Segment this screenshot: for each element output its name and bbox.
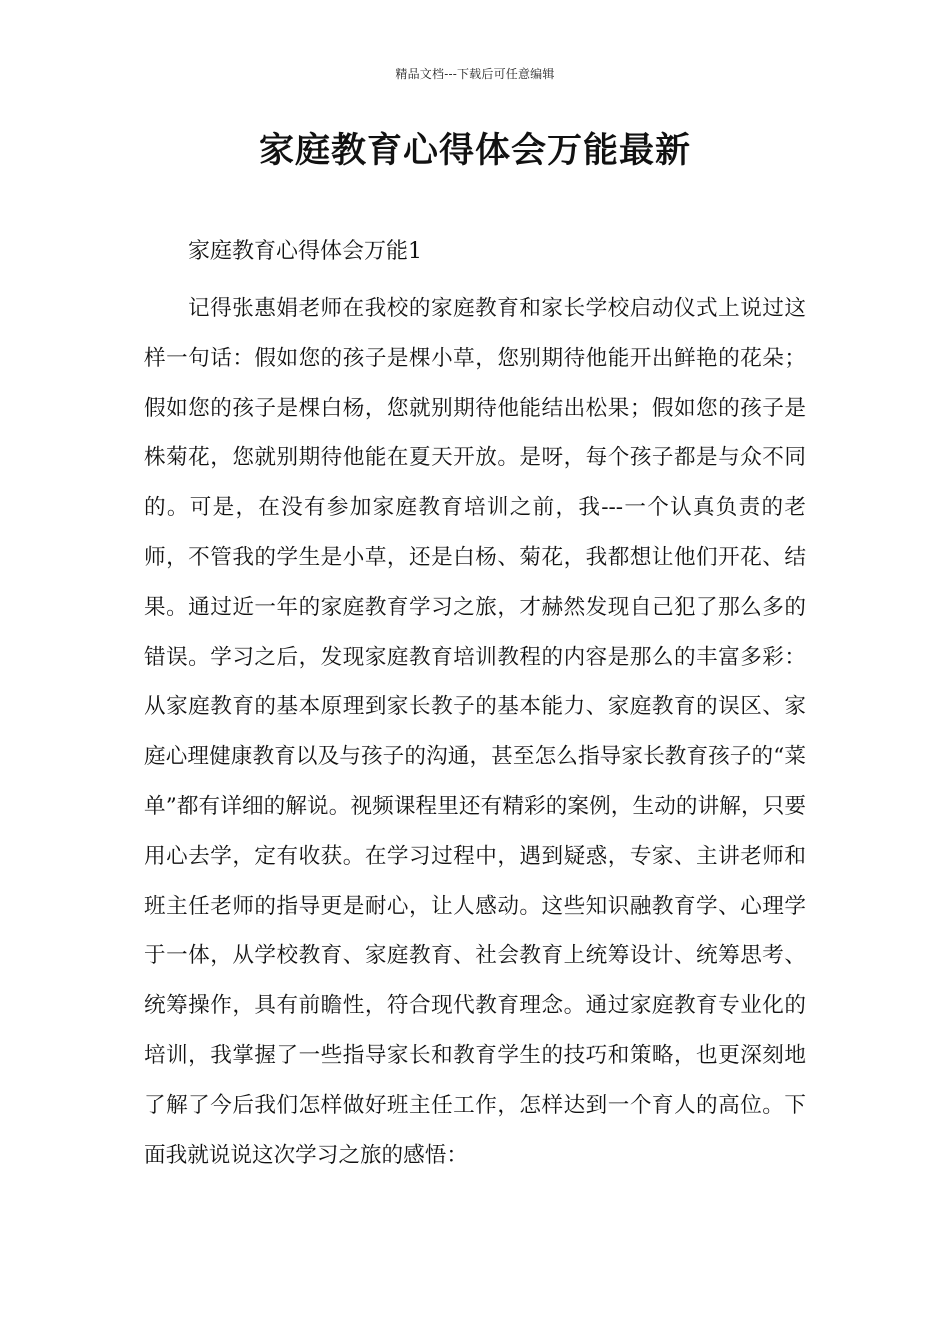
body-paragraph: 记得张惠娟老师在我校的家庭教育和家长学校启动仪式上说过这样一句话：假如您的孩子是棵小草，您别期待他能开出鲜艳的花朵；假如您的孩子是棵白杨，您就别期待他能结出松果；假如您的孩子是株菊花，您就别期待他能在夏天开放。是呀，每个孩子都是与众不同的。可是，在没有参加家庭教育培训之前，我---一个认真负责的老师，不管我的学生是小草，还是白杨、菊花，我都想让他们开花、结果。通过近一年的家庭教育学习之旅，才赫然发现自己犯了那么多的错误。学习之后，发现家庭教育培训教程的内容是那么的丰富多彩：从家庭教育的基本原理到家长教子的基本能力、家庭教育的误区、家庭心理健康教育以及与孩子的沟通，甚至怎么指导家长教育孩子的“菜单”都有详细的解说。视频课程里还有精彩的案例，生动的讲解，只要用心去学，定有收获。在学习过程中，遇到疑惑，专家、主讲老师和班主任老师的指导更是耐心，让人感动。这些知识融教育学、心理学于一体，从学校教育、家庭教育、社会教育上统筹设计、统筹思考、统筹操作，具有前瞻性，符合现代教育理念。通过家庭教育专业化的培训，我掌握了一些指导家长和教育学生的技巧和策略，也更深刻地了解了今后我们怎样做好班主任工作，怎样达到一个育人的高位。下面我就说说这次学习之旅的感悟： xyxy=(144,296,806,1168)
header-note: 精品文档---下载后可任意编辑 xyxy=(395,67,555,81)
document-title: 家庭教育心得体会万能最新 xyxy=(258,131,691,171)
section-heading: 家庭教育心得体会万能1 xyxy=(188,239,422,264)
